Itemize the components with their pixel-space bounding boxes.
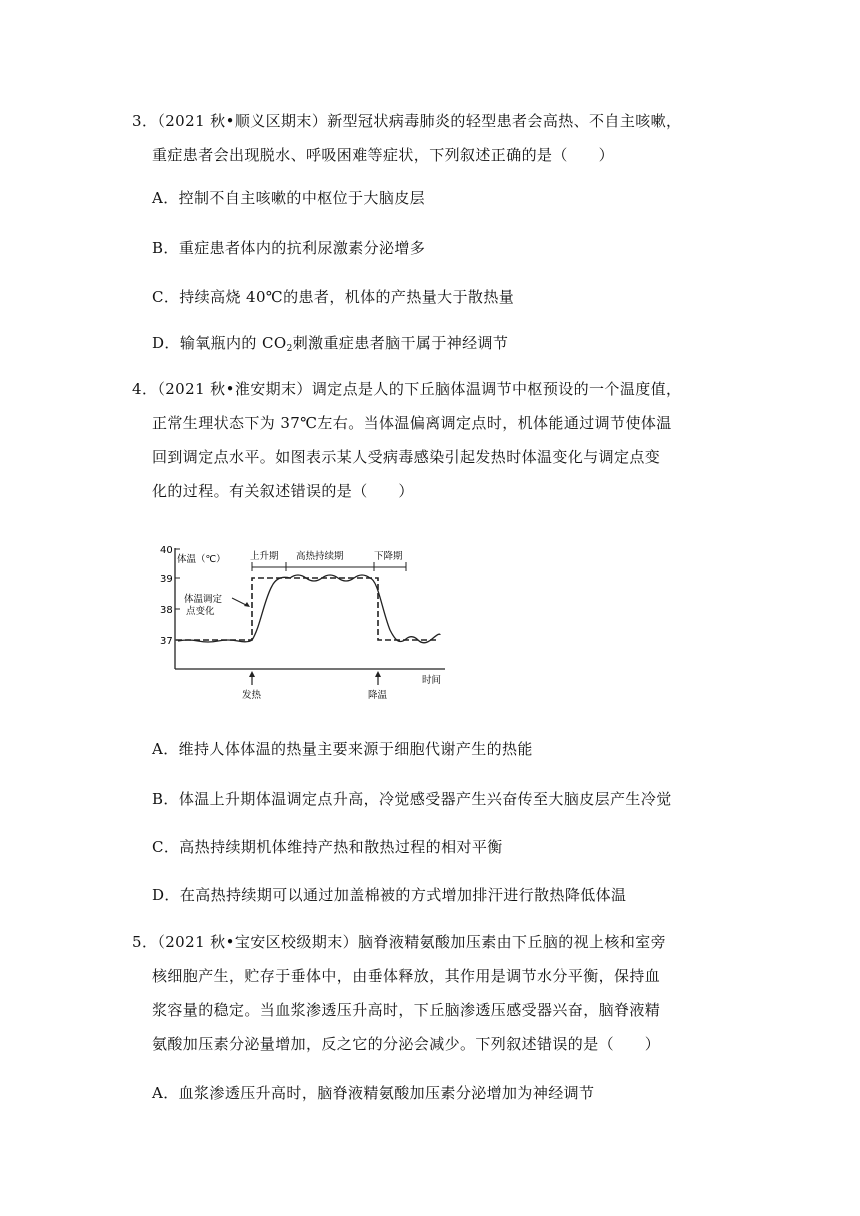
setpoint-label-line-2: 点变化 (186, 606, 215, 617)
question-4-line-4: 化的过程。有关叙述错误的是（ ） (152, 482, 414, 500)
question-3-option-d: D．输氧瓶内的 $CO_2$刺激重症患者脑干属于神经调节 (152, 334, 509, 354)
question-5-option-a: A．血浆渗透压升高时，脑脊液精氨酸加压素分泌增加为神经调节 (152, 1084, 595, 1102)
question-3 (132, 104, 752, 172)
event-cooling: 降温 (368, 690, 388, 700)
question-4-option-a: A．维持人体体温的热量主要来源于细胞代谢产生的热能 (152, 740, 533, 758)
question-5 (132, 925, 752, 1061)
temperature-diagram (160, 540, 460, 700)
phase-falling: 下降期 (374, 551, 403, 562)
question-3-line-1: 3．（2021 秋•顺义区期末）新型冠状病毒肺炎的轻型患者会高热、不自主咳嗽， (132, 112, 682, 130)
setpoint-label-line-1: 体温调定 (184, 594, 223, 605)
x-axis-label: 时间 (422, 675, 442, 686)
question-4-option-b: B．体温上升期体温调定点升高，冷觉感受器产生兴奋传至大脑皮层产生冷觉 (152, 790, 672, 808)
temperature-figure (160, 540, 460, 700)
setpoint-dashed-line (176, 578, 436, 640)
question-4-option-d: D．在高热持续期可以通过加盖棉被的方式增加排汗进行散热降低体温 (152, 886, 627, 904)
question-3-option-a: A．控制不自主咳嗽的中枢位于大脑皮层 (152, 189, 426, 207)
y-tick-38: 38 (160, 605, 173, 616)
question-4-line-1: 4．（2021 秋•淮安期末）调定点是人的下丘脑体温调节中枢预设的一个温度值， (132, 380, 682, 398)
body-temperature-curve (178, 575, 440, 643)
question-3-option-b: B．重症患者体内的抗利尿激素分泌增多 (152, 239, 426, 257)
event-fever: 发热 (242, 690, 262, 700)
question-3-option-c: C．持续高烧 40℃的患者，机体的产热量大于散热量 (152, 288, 515, 306)
y-axis-label: 体温（℃） (177, 554, 226, 565)
question-4-line-3: 回到调定点水平。如图表示某人受病毒感染引起发热时体温变化与调定点变 (152, 448, 661, 466)
question-5-line-1: 5．（2021 秋•宝安区校级期末）脑脊液精氨酸加压素由下丘脑的视上核和室旁 (132, 933, 667, 951)
y-tick-39: 39 (160, 574, 173, 585)
question-4-line-2: 正常生理状态下为 37℃左右。当体温偏离调定点时，机体能通过调节使体温 (152, 414, 672, 432)
question-5-line-2: 核细胞产生，贮存于垂体中，由垂体释放，其作用是调节水分平衡，保持血 (152, 967, 661, 985)
phase-sustained: 高热持续期 (296, 551, 344, 562)
phase-rising: 上升期 (250, 551, 279, 562)
question-5-line-4: 氨酸加压素分泌量增加，反之它的分泌会减少。下列叙述错误的是（ ） (152, 1035, 661, 1053)
question-4 (132, 372, 752, 508)
question-5-line-3: 浆容量的稳定。当血浆渗透压升高时，下丘脑渗透压感受器兴奋，脑脊液精 (152, 1001, 661, 1019)
question-4-option-c: C．高热持续期机体维持产热和散热过程的相对平衡 (152, 838, 503, 856)
y-tick-40: 40 (160, 545, 173, 556)
y-tick-37: 37 (160, 636, 173, 647)
question-3-line-2: 重症患者会出现脱水、呼吸困难等症状，下列叙述正确的是（ ） (152, 146, 615, 164)
